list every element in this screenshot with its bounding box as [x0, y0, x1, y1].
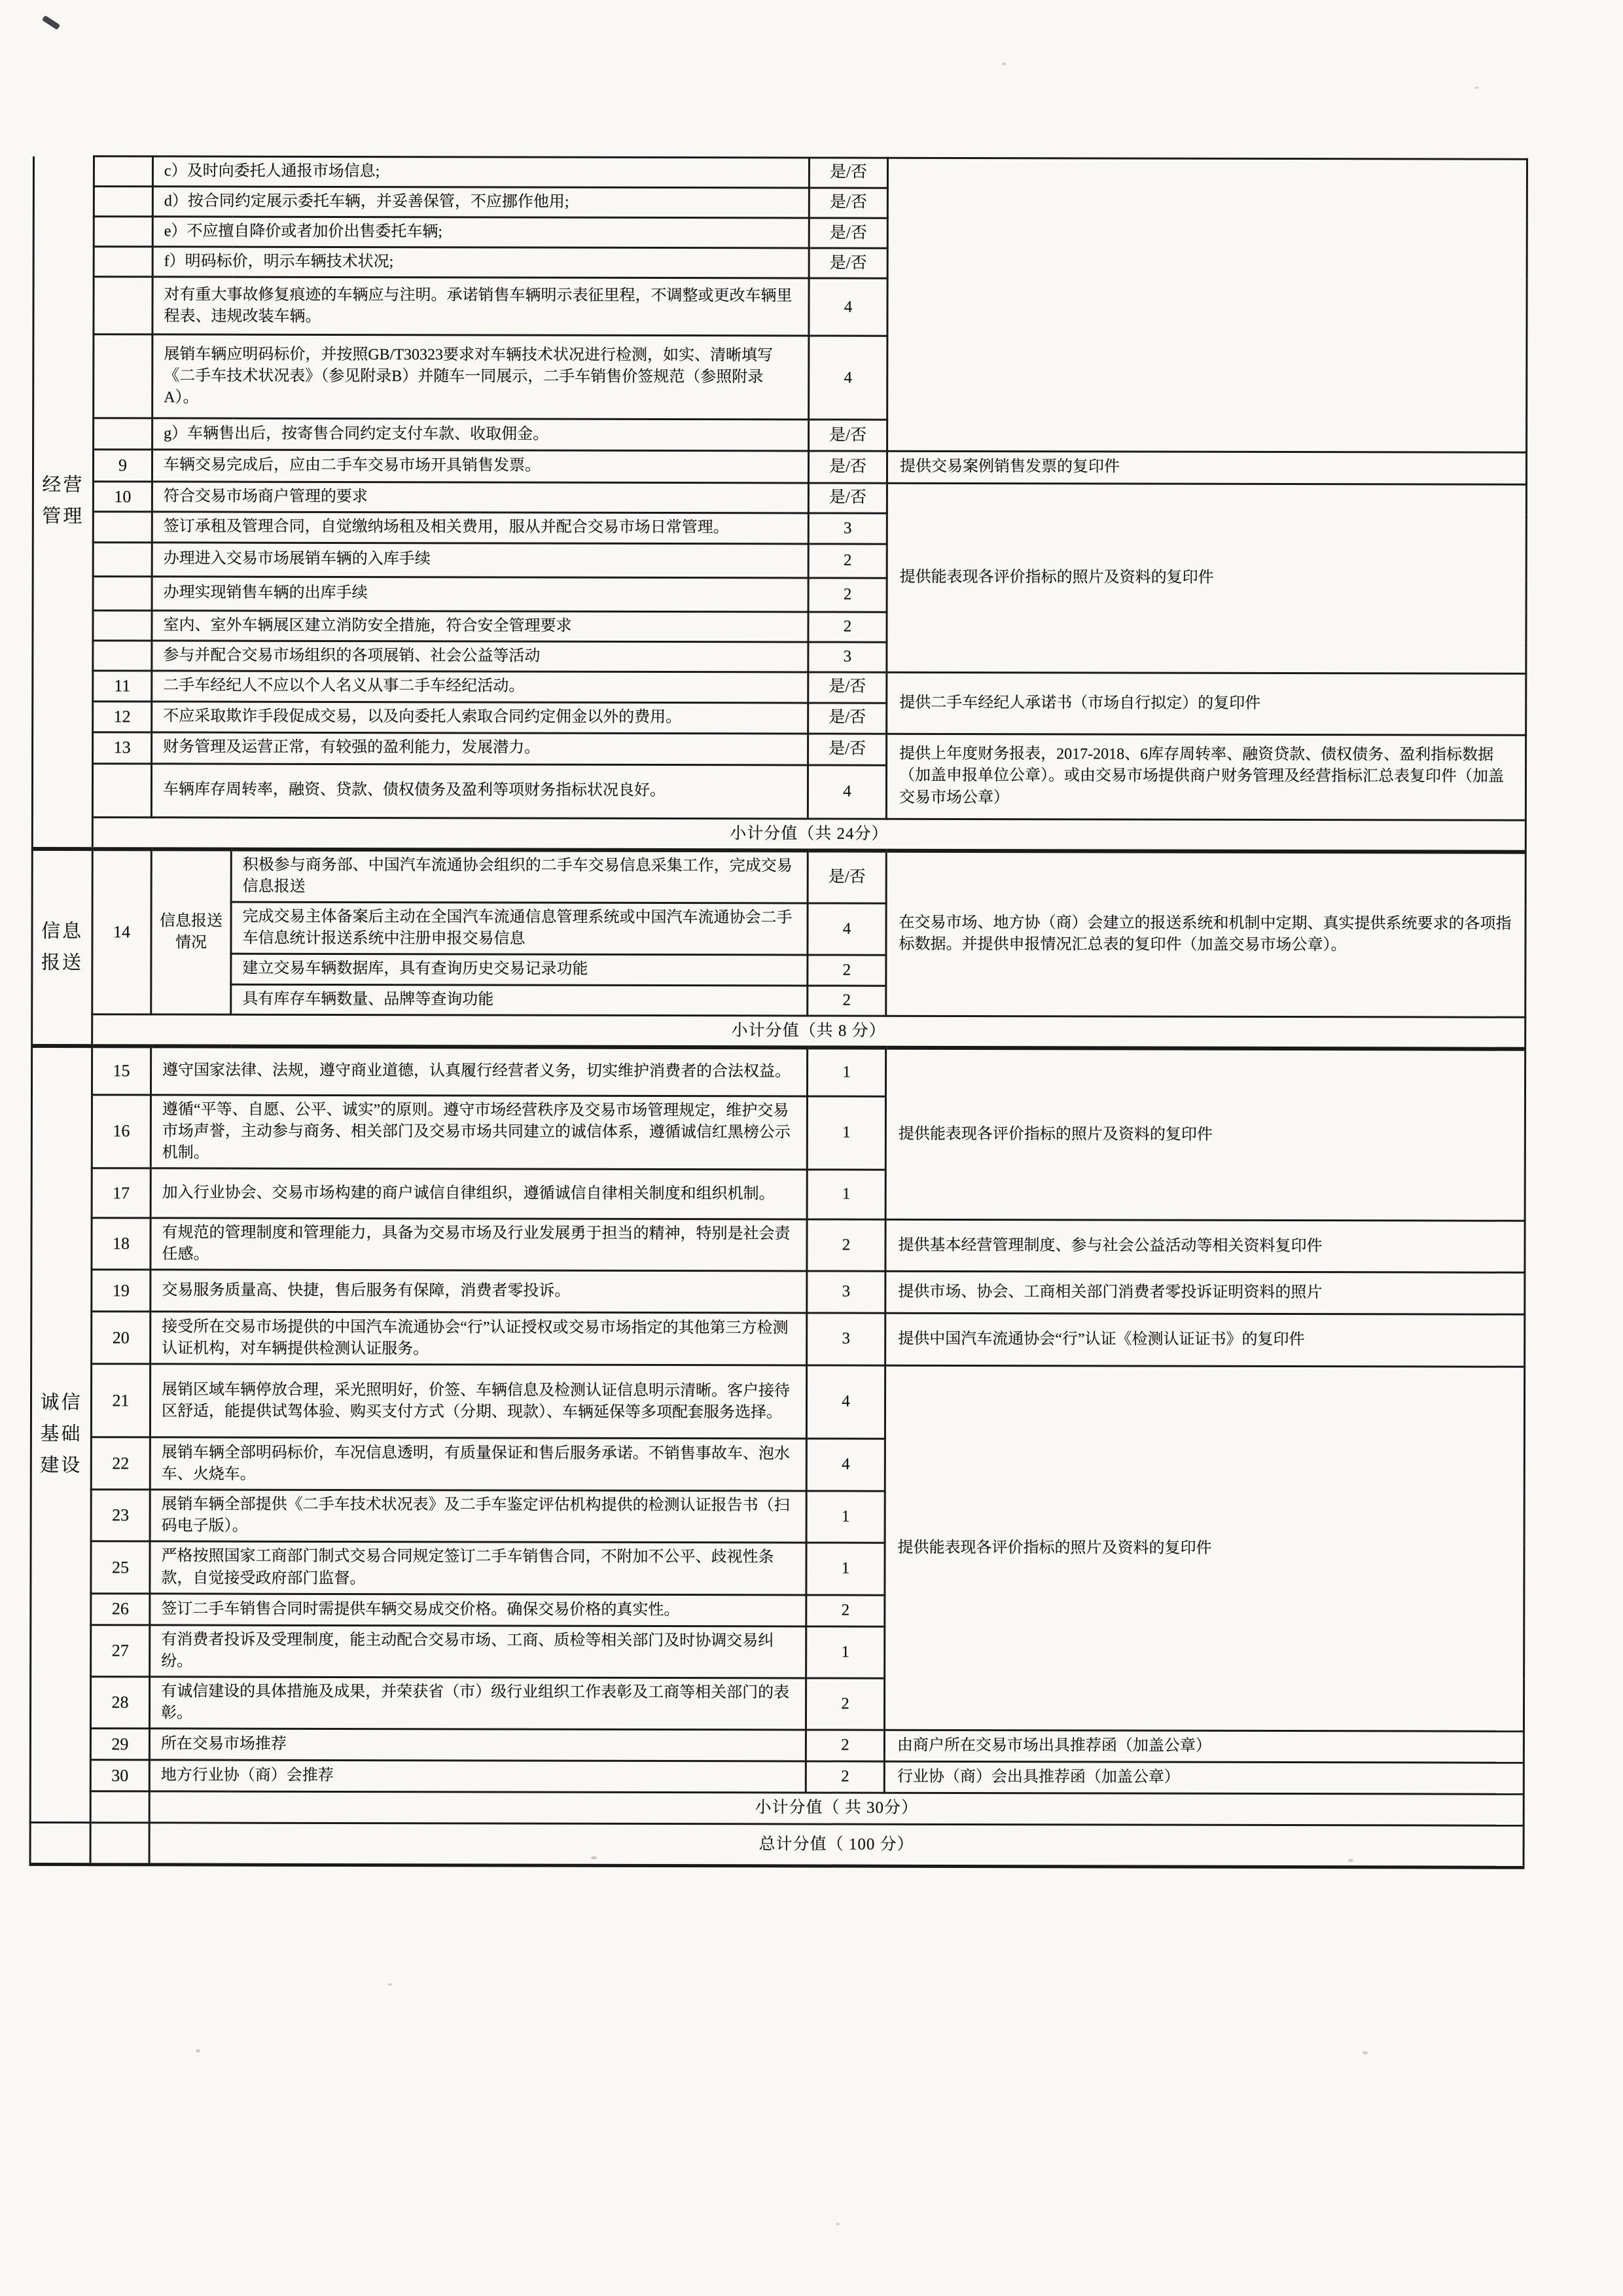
score-cell: 2 [806, 1761, 884, 1793]
score-cell: 是/否 [808, 850, 886, 903]
criteria-cell: 对有重大事故修复痕迹的车辆应与注明。承诺销售车辆明示表征里程，不调整或更改车辆里程表、违规改装车辆。 [152, 277, 809, 336]
score-cell: 是/否 [808, 672, 887, 703]
table-row [31, 1312, 1525, 1367]
table-row [31, 1364, 1524, 1441]
score-cell: 是/否 [809, 188, 887, 218]
scan-speck [388, 1983, 392, 1986]
table-row [30, 1729, 1524, 1763]
subtotal-cell: 小计分值（ 共 30分） [149, 1791, 1524, 1825]
criteria-cell: 交易服务质量高、快捷，售后服务有保障，消费者零投诉。 [151, 1270, 807, 1313]
number-cell: 19 [92, 1270, 151, 1312]
category-cell [30, 1822, 90, 1864]
number-cell: 13 [93, 732, 152, 763]
table-row [33, 450, 1526, 484]
number-cell: 18 [92, 1218, 151, 1270]
score-cell: 是/否 [808, 703, 887, 734]
score-cell: 是/否 [809, 158, 887, 188]
subtotal-row [32, 817, 1525, 852]
number-cell: 21 [91, 1364, 150, 1437]
remark-cell: 提供基本经营管理制度、参与社会公益活动等相关资料复印件 [885, 1219, 1525, 1272]
number-cell: 28 [90, 1677, 149, 1729]
number-cell: 17 [92, 1168, 151, 1218]
score-cell: 2 [808, 955, 886, 985]
score-cell: 2 [806, 1678, 884, 1730]
remark-cell: 提供交易案例销售发票的复印件 [887, 452, 1526, 484]
number-cell [93, 576, 152, 610]
criteria-cell: f）明码标价，明示车辆技术状况; [152, 247, 809, 278]
score-cell: 3 [807, 1313, 885, 1365]
criteria-cell: 办理实现销售车辆的出库手续 [152, 576, 808, 611]
number-cell: 23 [91, 1490, 150, 1541]
number-cell: 16 [92, 1094, 151, 1168]
table-row [33, 670, 1526, 704]
number-cell: 29 [90, 1729, 149, 1760]
number-cell [94, 418, 152, 450]
total-cell: 总计分值（ 100 分） [149, 1823, 1524, 1867]
score-cell: 4 [808, 764, 886, 818]
score-cell: 3 [808, 513, 887, 543]
number-cell [93, 512, 152, 542]
remark-cell: 提供二手车经纪人承诺书（市场自行拟定）的复印件 [887, 672, 1526, 735]
score-cell: 1 [807, 1170, 885, 1219]
remark-cell: 在交易市场、地方协（商）会建立的报送系统和机制中定期、真实提供系统要求的各项指标数据。并提供申报情况汇总表的复印件（加盖交易市场公章）。 [886, 851, 1526, 1017]
remark-cell [887, 158, 1527, 452]
number-cell [90, 1822, 149, 1864]
number-cell [94, 187, 152, 217]
scan-speck [591, 1856, 597, 1859]
table-row [30, 1760, 1524, 1795]
scan-speck [1474, 86, 1479, 89]
score-cell: 2 [806, 1730, 884, 1761]
criteria-cell: 完成交易主体备案后主动在全国汽车流通信息管理系统或中国汽车流通协会二手车信息统计报送系统中注册申报交易信息 [231, 902, 808, 955]
criteria-cell: 建立交易车辆数据库，具有查询历史交易记录功能 [231, 954, 808, 986]
score-cell: 4 [808, 903, 886, 955]
score-cell: 4 [806, 1365, 885, 1439]
remark-cell: 提供能表现各评价指标的照片及资料的复印件 [887, 483, 1527, 673]
total-row [30, 1822, 1524, 1867]
criteria-cell: 有消费者投诉及受理制度，能主动配合交易市场、工商、质检等相关部门及时协调交易纠纷。 [150, 1625, 806, 1678]
criteria-cell: d）按合同约定展示委托车辆，并妥善保管，不应挪作他用; [152, 187, 809, 218]
number-cell [94, 334, 152, 418]
score-cell: 2 [808, 544, 887, 578]
criteria-cell: 车辆交易完成后，应由二手车交易市场开具销售发票。 [152, 450, 808, 482]
number-cell: 20 [92, 1312, 151, 1364]
score-cell: 3 [807, 1271, 885, 1313]
remark-cell: 提供市场、协会、工商相关部门消费者零投诉证明资料的照片 [885, 1271, 1525, 1314]
criteria-cell: 所在交易市场推荐 [149, 1729, 806, 1761]
number-cell: 27 [91, 1624, 150, 1676]
score-cell: 是/否 [809, 218, 887, 248]
remark-cell: 由商户所在交易市场出具推荐函（加盖公章） [884, 1730, 1524, 1763]
criteria-cell: 展销区域车辆停放合理，采光照明好，价签、车辆信息及检测认证信息明示清晰。客户接待区舒适，能提供试驾体验、购买支付方式（分期、现款）、车辆延保等多项配套服务选择。 [150, 1364, 806, 1439]
number-cell [93, 542, 152, 576]
score-cell: 是/否 [808, 733, 887, 764]
subtotal-cell: 小计分值（共 8 分） [92, 1014, 1525, 1049]
score-cell: 是/否 [809, 248, 887, 278]
table-row [33, 732, 1526, 766]
table-row [31, 1270, 1525, 1315]
sub-label-cell: 信息报送情况 [151, 849, 232, 1014]
score-cell: 2 [808, 986, 886, 1016]
criteria-cell: 车辆库存周转率，融资、贷款、债权债务及盈利等项财务指标状况良好。 [151, 763, 808, 818]
scan-speck [1348, 1859, 1353, 1862]
scan-speck [1363, 2051, 1368, 2054]
table-row [31, 1217, 1525, 1272]
criteria-cell: 积极参与商务部、中国汽车流通协会组织的二手车交易信息采集工作，完成交易信息报送 [231, 850, 808, 904]
table-row [33, 481, 1526, 515]
score-cell: 1 [806, 1626, 885, 1678]
subtotal-row [30, 1791, 1524, 1825]
criteria-cell: 展销车辆全部提供《二手车技术状况表》及二手车鉴定评估机构提供的检测认证报告书（扫码电子版）。 [150, 1490, 806, 1543]
remark-cell: 行业协（商）会出具推荐函（加盖公章） [884, 1761, 1524, 1794]
category-label: 经营管理 [32, 156, 94, 850]
score-cell: 1 [806, 1543, 885, 1594]
number-cell: 26 [91, 1593, 150, 1624]
table-row [33, 156, 1527, 190]
criteria-cell: 二手车经纪人不应以个人名义从事二手车经纪活动。 [152, 671, 808, 703]
criteria-cell: 加入行业协会、交易市场构建的商户诚信自律组织，遵循诚信自律相关制度和组织机制。 [151, 1168, 807, 1219]
number-cell [93, 610, 152, 640]
scan-speck [196, 2049, 200, 2053]
number-cell: 10 [93, 481, 152, 512]
evaluation-table-grid [29, 155, 1528, 1869]
score-cell: 2 [808, 578, 887, 612]
number-cell: 25 [91, 1541, 150, 1593]
criteria-cell: 签订二手车销售合同时需提供车辆交易成交价格。确保交易价格的真实性。 [150, 1594, 806, 1626]
score-cell: 是/否 [808, 451, 887, 482]
table-row [31, 1046, 1525, 1098]
number-cell [93, 640, 152, 670]
number-cell [94, 156, 152, 187]
score-cell: 2 [806, 1595, 885, 1626]
table-row [32, 849, 1525, 905]
number-cell [94, 277, 152, 334]
remark-cell: 提供能表现各评价指标的照片及资料的复印件 [884, 1365, 1524, 1731]
number-cell: 12 [93, 701, 152, 732]
category-label: 信息报送 [32, 849, 93, 1046]
subtotal-cell: 小计分值（共 24分） [92, 817, 1525, 852]
remark-cell: 提供中国汽车流通协会“行”认证《检测认证证书》的复印件 [885, 1313, 1525, 1367]
criteria-cell: 接受所在交易市场提供的中国汽车流通协会“行”认证授权或交易市场指定的其他第三方检测认证机构，对车辆提供检测认证服务。 [151, 1312, 807, 1365]
remark-cell: 提供上年度财务报表，2017-2018、6库存周转率、融资贷款、债权债务、盈利指标数据（加盖申报单位公章）。或由交易市场提供商户财务管理及经营指标汇总表复印件（加盖交易市场公章） [886, 734, 1525, 820]
criteria-cell: 室内、室外车辆展区建立消防安全措施，符合安全管理要求 [152, 610, 808, 641]
number-cell: 9 [93, 450, 152, 481]
number-cell [92, 763, 151, 817]
score-cell: 是/否 [808, 483, 887, 514]
criteria-cell: 有诚信建设的具体措施及成果，并荣获省（市）级行业组织工作表彰及工商等相关部门的表彰。 [149, 1677, 806, 1730]
criteria-cell: 遵守国家法律、法规，遵守商业道德，认真履行经营者义务，切实维护消费者的合法权益。 [151, 1047, 807, 1096]
criteria-cell: e）不应擅自降价或者加价出售委托车辆; [152, 217, 809, 248]
scan-pen-mark [42, 15, 60, 30]
criteria-cell: 财务管理及运营正常，有较强的盈利能力，发展潜力。 [152, 732, 808, 764]
criteria-cell: 办理进入交易市场展销车辆的入库手续 [152, 542, 808, 577]
criteria-cell: 符合交易市场商户管理的要求 [152, 481, 808, 513]
remark-cell: 提供能表现各评价指标的照片及资料的复印件 [885, 1048, 1525, 1221]
subtotal-row [32, 1014, 1525, 1049]
number-cell [94, 217, 152, 247]
score-cell: 4 [809, 336, 887, 420]
score-cell: 4 [809, 278, 887, 336]
number-cell [90, 1791, 149, 1823]
number-cell: 22 [91, 1437, 150, 1490]
number-cell: 11 [93, 670, 152, 701]
number-cell: 15 [92, 1046, 151, 1094]
score-cell: 3 [808, 642, 887, 672]
score-cell: 2 [807, 1219, 885, 1271]
score-cell: 1 [807, 1096, 885, 1170]
number-cell: 30 [90, 1760, 149, 1791]
criteria-cell: 有规范的管理制度和管理能力，具备为交易市场及行业发展勇于担当的精神，特别是社会责任感。 [151, 1218, 807, 1271]
number-cell: 14 [92, 849, 152, 1014]
criteria-cell: c）及时向委托人通报市场信息; [152, 156, 809, 188]
criteria-cell: 参与并配合交易市场组织的各项展销、社会公益等活动 [152, 641, 808, 672]
criteria-cell: 签订承租及管理合同，自觉缴纳场租及相关费用，服从并配合交易市场日常管理。 [152, 512, 808, 543]
criteria-cell: 严格按照国家工商部门制式交易合同规定签订二手车销售合同，不附加不公平、歧视性条款，自觉接受政府部门监督。 [150, 1541, 806, 1594]
evaluation-table [29, 155, 1526, 1869]
score-cell: 1 [808, 1048, 886, 1096]
score-cell: 1 [806, 1491, 885, 1543]
category-label: 诚信基础建设 [30, 1046, 92, 1822]
score-cell: 是/否 [809, 420, 887, 451]
scan-speck [1002, 62, 1006, 65]
score-cell: 2 [808, 612, 887, 642]
criteria-cell: 展销车辆应明码标价，并按照GB/T30323要求对车辆技术状况进行检测，如实、清晰填写《二手车技术状况表》（参见附录B）并随车一同展示，二手车销售价签规范（参照附录A）。 [152, 334, 809, 420]
criteria-cell: 遵循“平等、自愿、公平、诚实”的原则。遵守市场经营秩序及交易市场管理规定，维护交易市场声誉，主动参与商务、相关部门及交易市场共同建立的诚信体系，遵循诚信红黑榜公示机制。 [151, 1095, 807, 1170]
score-cell: 4 [806, 1439, 885, 1491]
criteria-cell: 地方行业协（商）会推荐 [149, 1760, 806, 1793]
criteria-cell: g）车辆售出后，按寄售合同约定支付车款、收取佣金。 [152, 418, 809, 451]
criteria-cell: 具有库存车辆数量、品牌等查询功能 [231, 984, 808, 1016]
scan-speck [836, 2223, 840, 2225]
criteria-cell: 展销车辆全部明码标价，车况信息透明，有质量保证和售后服务承诺。不销售事故车、泡水车、火烧车。 [150, 1437, 806, 1491]
number-cell [94, 247, 152, 277]
criteria-cell: 不应采取欺诈手段促成交易，以及向委托人索取合同约定佣金以外的费用。 [152, 702, 808, 734]
